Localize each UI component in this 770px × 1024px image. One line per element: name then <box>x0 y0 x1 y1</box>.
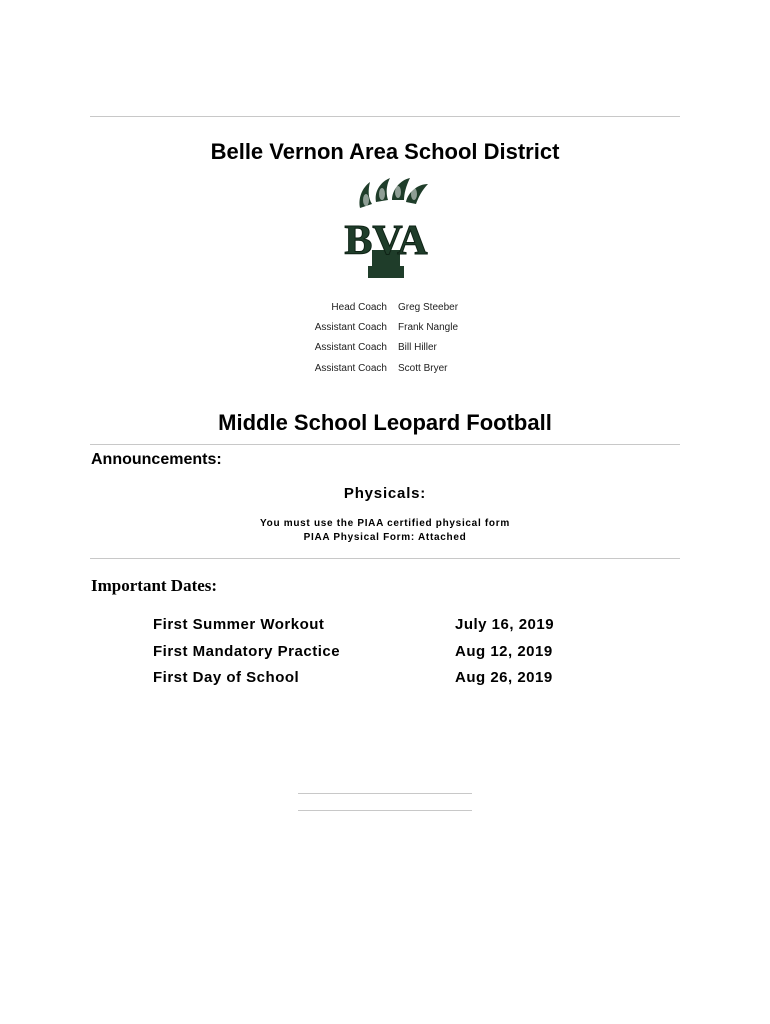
event-label: First Summer Workout <box>153 616 325 633</box>
event-label: First Day of School <box>153 669 300 686</box>
staff-role: Head Coach <box>331 302 387 313</box>
claw-3-icon <box>392 178 410 200</box>
staff-role: Assistant Coach <box>314 342 387 353</box>
physicals-heading: Physicals: <box>343 485 427 502</box>
program-title: Middle School Leopard Football <box>218 410 552 435</box>
bva-leopard-logo <box>330 170 442 288</box>
footer-divider <box>298 793 472 794</box>
district-title: Belle Vernon Area School District <box>210 139 560 164</box>
important-dates-heading: Important Dates: <box>91 576 218 595</box>
event-date: Aug 12, 2019 <box>455 643 553 660</box>
date-row <box>0 616 770 636</box>
staff-role: Assistant Coach <box>314 322 387 333</box>
staff-name: Frank Nangle <box>398 322 459 333</box>
staff-role: Assistant Coach <box>314 363 387 374</box>
event-date: July 16, 2019 <box>455 616 555 633</box>
staff-row <box>0 363 770 379</box>
physical-form-requirement: You must use the PIAA certified physical form <box>260 518 510 529</box>
staff-row <box>0 322 770 338</box>
date-row <box>0 643 770 663</box>
physical-form-attachment: PIAA Physical Form: Attached <box>303 532 467 543</box>
event-date: Aug 26, 2019 <box>455 669 553 686</box>
staff-row <box>0 302 770 318</box>
section-divider <box>90 444 680 445</box>
event-label: First Mandatory Practice <box>153 643 341 660</box>
staff-name: Scott Bryer <box>398 363 448 374</box>
announcements-heading: Announcements: <box>91 451 222 468</box>
staff-name: Bill Hiller <box>398 342 437 353</box>
staff-name: Greg Steeber <box>398 302 459 313</box>
top-divider <box>90 116 680 117</box>
logo-letters: BVA <box>344 218 428 264</box>
staff-row <box>0 342 770 358</box>
footer-divider <box>298 810 472 811</box>
date-row <box>0 669 770 689</box>
section-divider <box>90 558 680 559</box>
